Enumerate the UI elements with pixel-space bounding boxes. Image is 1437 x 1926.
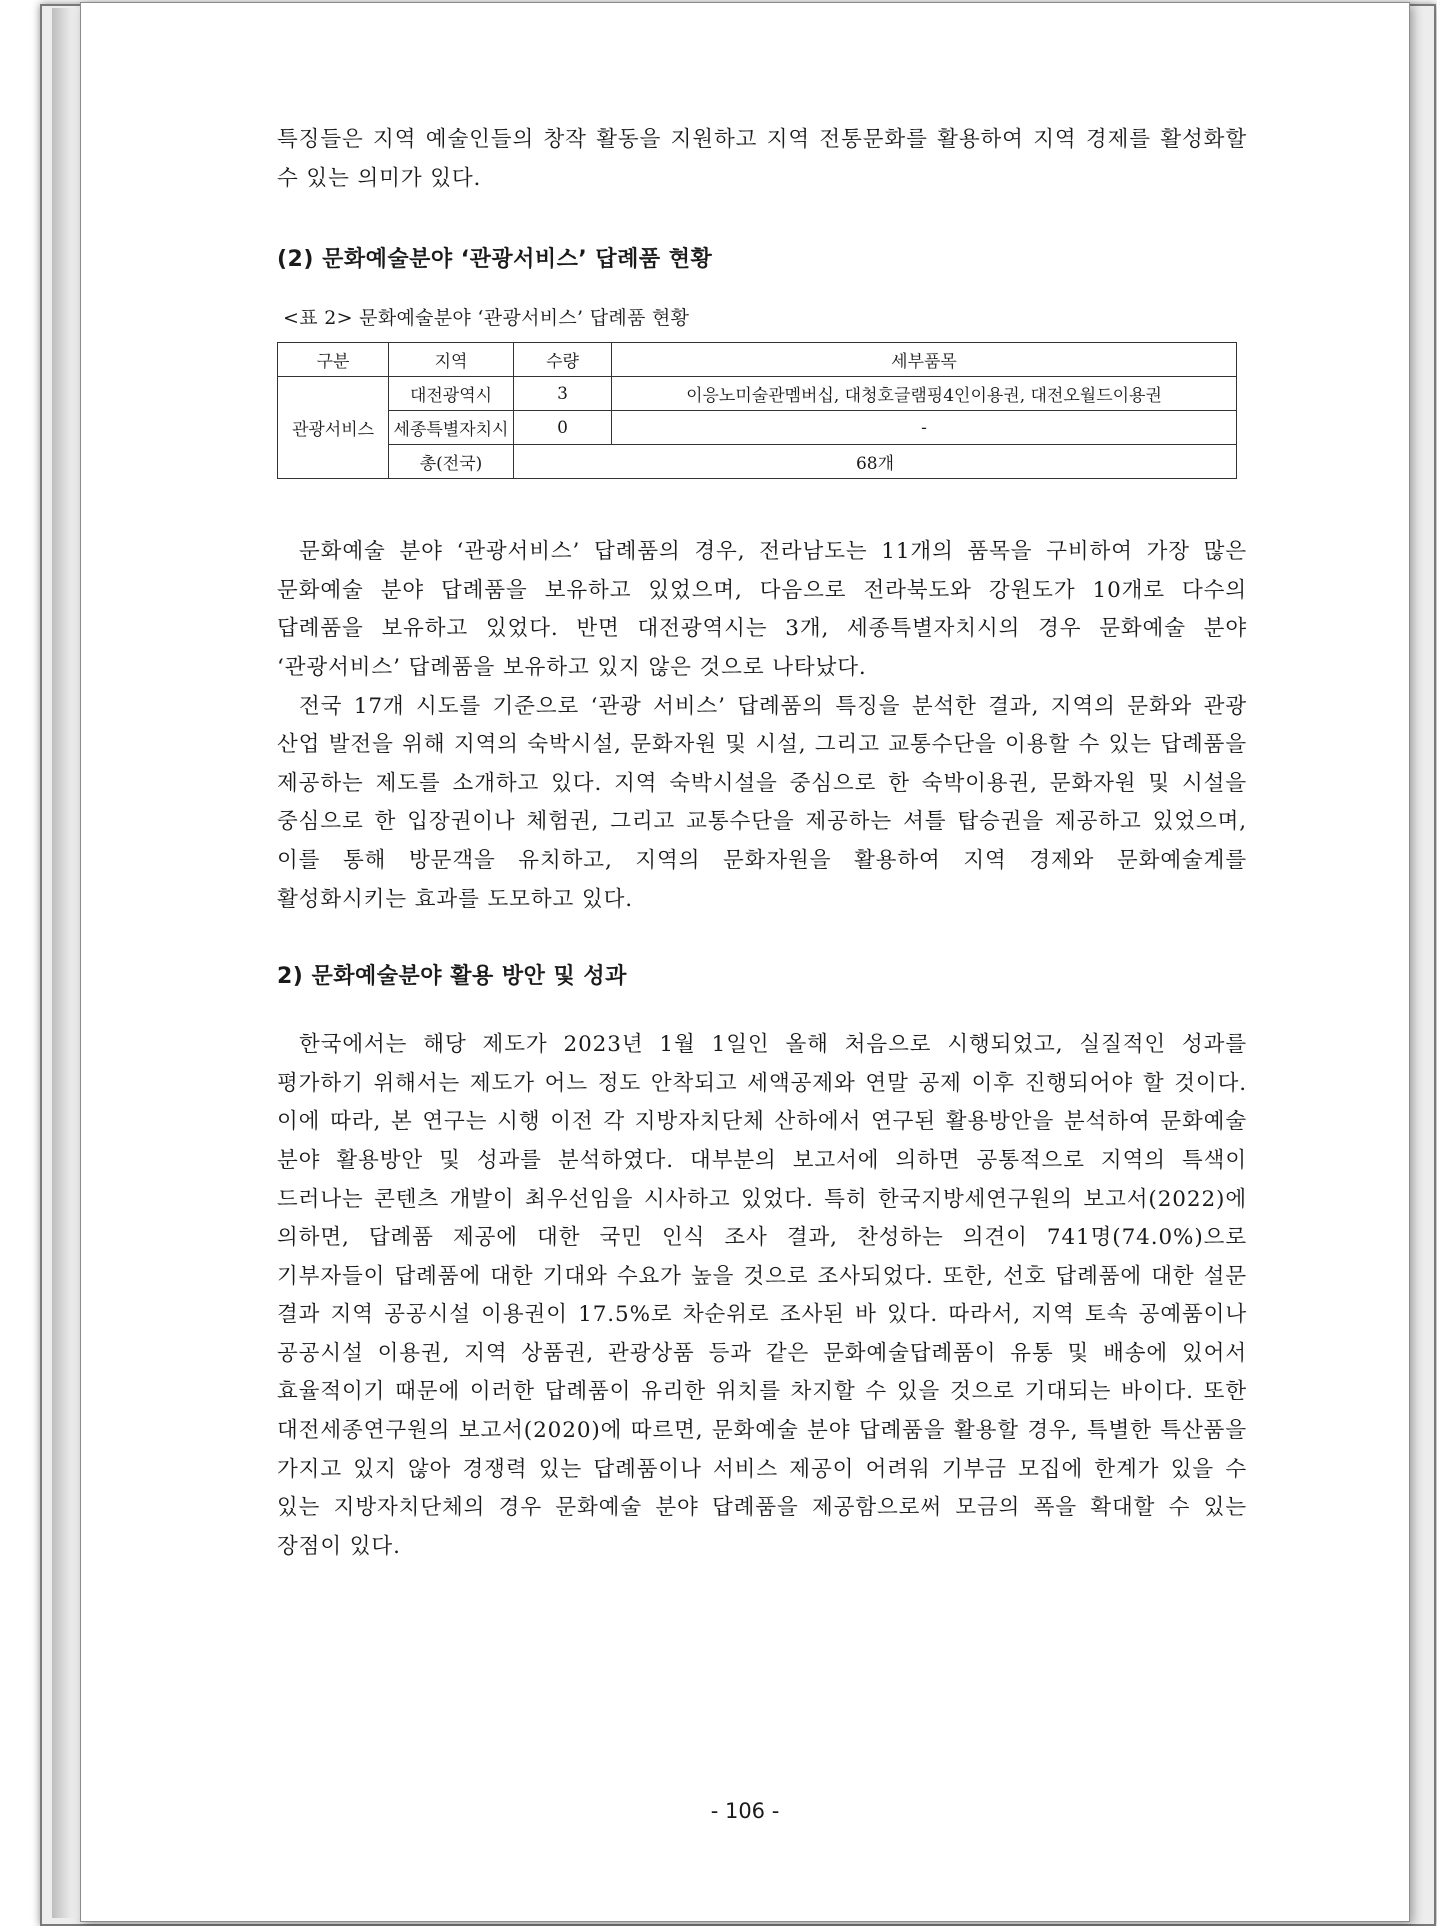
table-row bbox=[278, 377, 1237, 411]
table-cell-region: 세종특별자치시 bbox=[389, 411, 514, 445]
table-cell-region: 대전광역시 bbox=[389, 377, 514, 411]
table-cell-count: 3 bbox=[514, 377, 612, 411]
table-cell-category: 관광서비스 bbox=[278, 377, 389, 479]
table-row bbox=[278, 411, 1237, 445]
page-number: - 106 - bbox=[710, 1799, 780, 1823]
table-cell-items: - bbox=[612, 411, 1237, 445]
usage-paragraph: 한국에서는 해당 제도가 2023년 1월 1일인 올해 처음으로 시행되었고, 실질적인 성과를 평가하기 위해서는 제도가 어느 정도 안착되고 세액공제와 연말 공제 이후 진행되어야 할 것이다. 이에 따라, 본 연구는 시행 이전 각 지방자치단체 산하에서 연구된 활용방안을 분석하여 문화예술 분야 활용방안 및 성과를 분석하였다. 대부분의 보고서에 의하면 공통적으로 지역의 특색이 드러나는 콘텐츠 개발이 최우선임을 시사하고 있었다. 특히 한국지방세연구원의 보고서(2022)에 의하면, 답례품 제공에 대한 국민 인식 조사 결과, 찬성하는 의견이 741명(74.0%)으로 기부자들이 답례품에 대한 기대와 수요가 높을 것으로 조사되었다. 또한, 선호 답례품에 대한 설문 결과 지역 공공시설 이용권이 17.5%로 차순위로 조사된 바 있다. 따라서, 지역 토속 공예품이나 공공시설 이용권, 지역 상품권, 관광상품 등과 같은 문화예술답례품이 유통 및 배송에 있어서 효율적이기 때문에 이러한 답례품이 유리한 위치를 차지할 수 있을 것으로 기대되는 바이다. 또한 대전세종연구원의 보고서(2020)에 따르면, 문화예술 분야 답례품을 활용할 경우, 특별한 특산품을 가지고 있지 않아 경쟁력 있는 답례품이나 서비스 제공이 어려워 기부금 모집에 한계가 있을 수 있는 지방자치단체의 경우 문화예술 분야 답례품을 제공함으로써 모금의 폭을 확대할 수 있는 장점이 있다. bbox=[277, 1032, 1247, 1559]
document-page bbox=[80, 2, 1410, 1922]
table-header-count: 수량 bbox=[514, 343, 612, 377]
tourism-section-heading: (2) 문화예술분야 ‘관광서비스’ 답례품 현황 bbox=[277, 247, 713, 273]
page-stack-edge bbox=[52, 8, 83, 1918]
usage-section-heading: 2) 문화예술분야 활용 방안 및 성과 bbox=[277, 964, 627, 990]
tourism-gift-table bbox=[277, 342, 1237, 479]
table-header-items: 세부품목 bbox=[612, 343, 1237, 377]
page-content bbox=[277, 121, 1247, 1566]
table-cell-count: 0 bbox=[514, 411, 612, 445]
tourism-paragraph-1: 문화예술 분야 ‘관광서비스’ 답례품의 경우, 전라남도는 11개의 품목을 구비하여 가장 많은 문화예술 분야 답례품을 보유하고 있었으며, 다음으로 전라북도와 강원도가 10개로 다수의 답례품을 보유하고 있었다. 반면 대전광역시는 3개, 세종특별자치시의 경우 문화예술 분야 ‘관광서비스’ 답례품을 보유하고 있지 않은 것으로 나타났다. bbox=[277, 539, 1247, 680]
table-total-label: 총(전국) bbox=[389, 445, 514, 479]
table-total-row bbox=[278, 445, 1237, 479]
table-total-value: 68개 bbox=[514, 445, 1237, 479]
table-header-region: 지역 bbox=[389, 343, 514, 377]
tourism-paragraph-2: 전국 17개 시도를 기준으로 ‘관광 서비스’ 답례품의 특징을 분석한 결과, 지역의 문화와 관광 산업 발전을 위해 지역의 숙박시설, 문화자원 및 시설, 그리고 교통수단을 이용할 수 있는 답례품을 제공하는 제도를 소개하고 있다. 지역 숙박시설을 중심으로 한 숙박이용권, 문화자원 및 시설을 중심으로 한 입장권이나 체험권, 그리고 교통수단을 제공하는 셔틀 탑승권을 제공하고 있었으며, 이를 통해 방문객을 유치하고, 지역의 문화자원을 활용하여 지역 경제와 문화예술계를 활성화시키는 효과를 도모하고 있다. bbox=[277, 693, 1247, 912]
table-cell-items: 이응노미술관멤버십, 대청호글램핑4인이용권, 대전오월드이용권 bbox=[612, 377, 1237, 411]
table-header-row bbox=[278, 343, 1237, 377]
table-header-category: 구분 bbox=[278, 343, 389, 377]
table-caption: <표 2> 문화예술분야 ‘관광서비스’ 답례품 현황 bbox=[283, 307, 690, 330]
intro-paragraph: 특징들은 지역 예술인들의 창작 활동을 지원하고 지역 전통문화를 활용하여 지역 경제를 활성화할 수 있는 의미가 있다. bbox=[277, 127, 1247, 191]
